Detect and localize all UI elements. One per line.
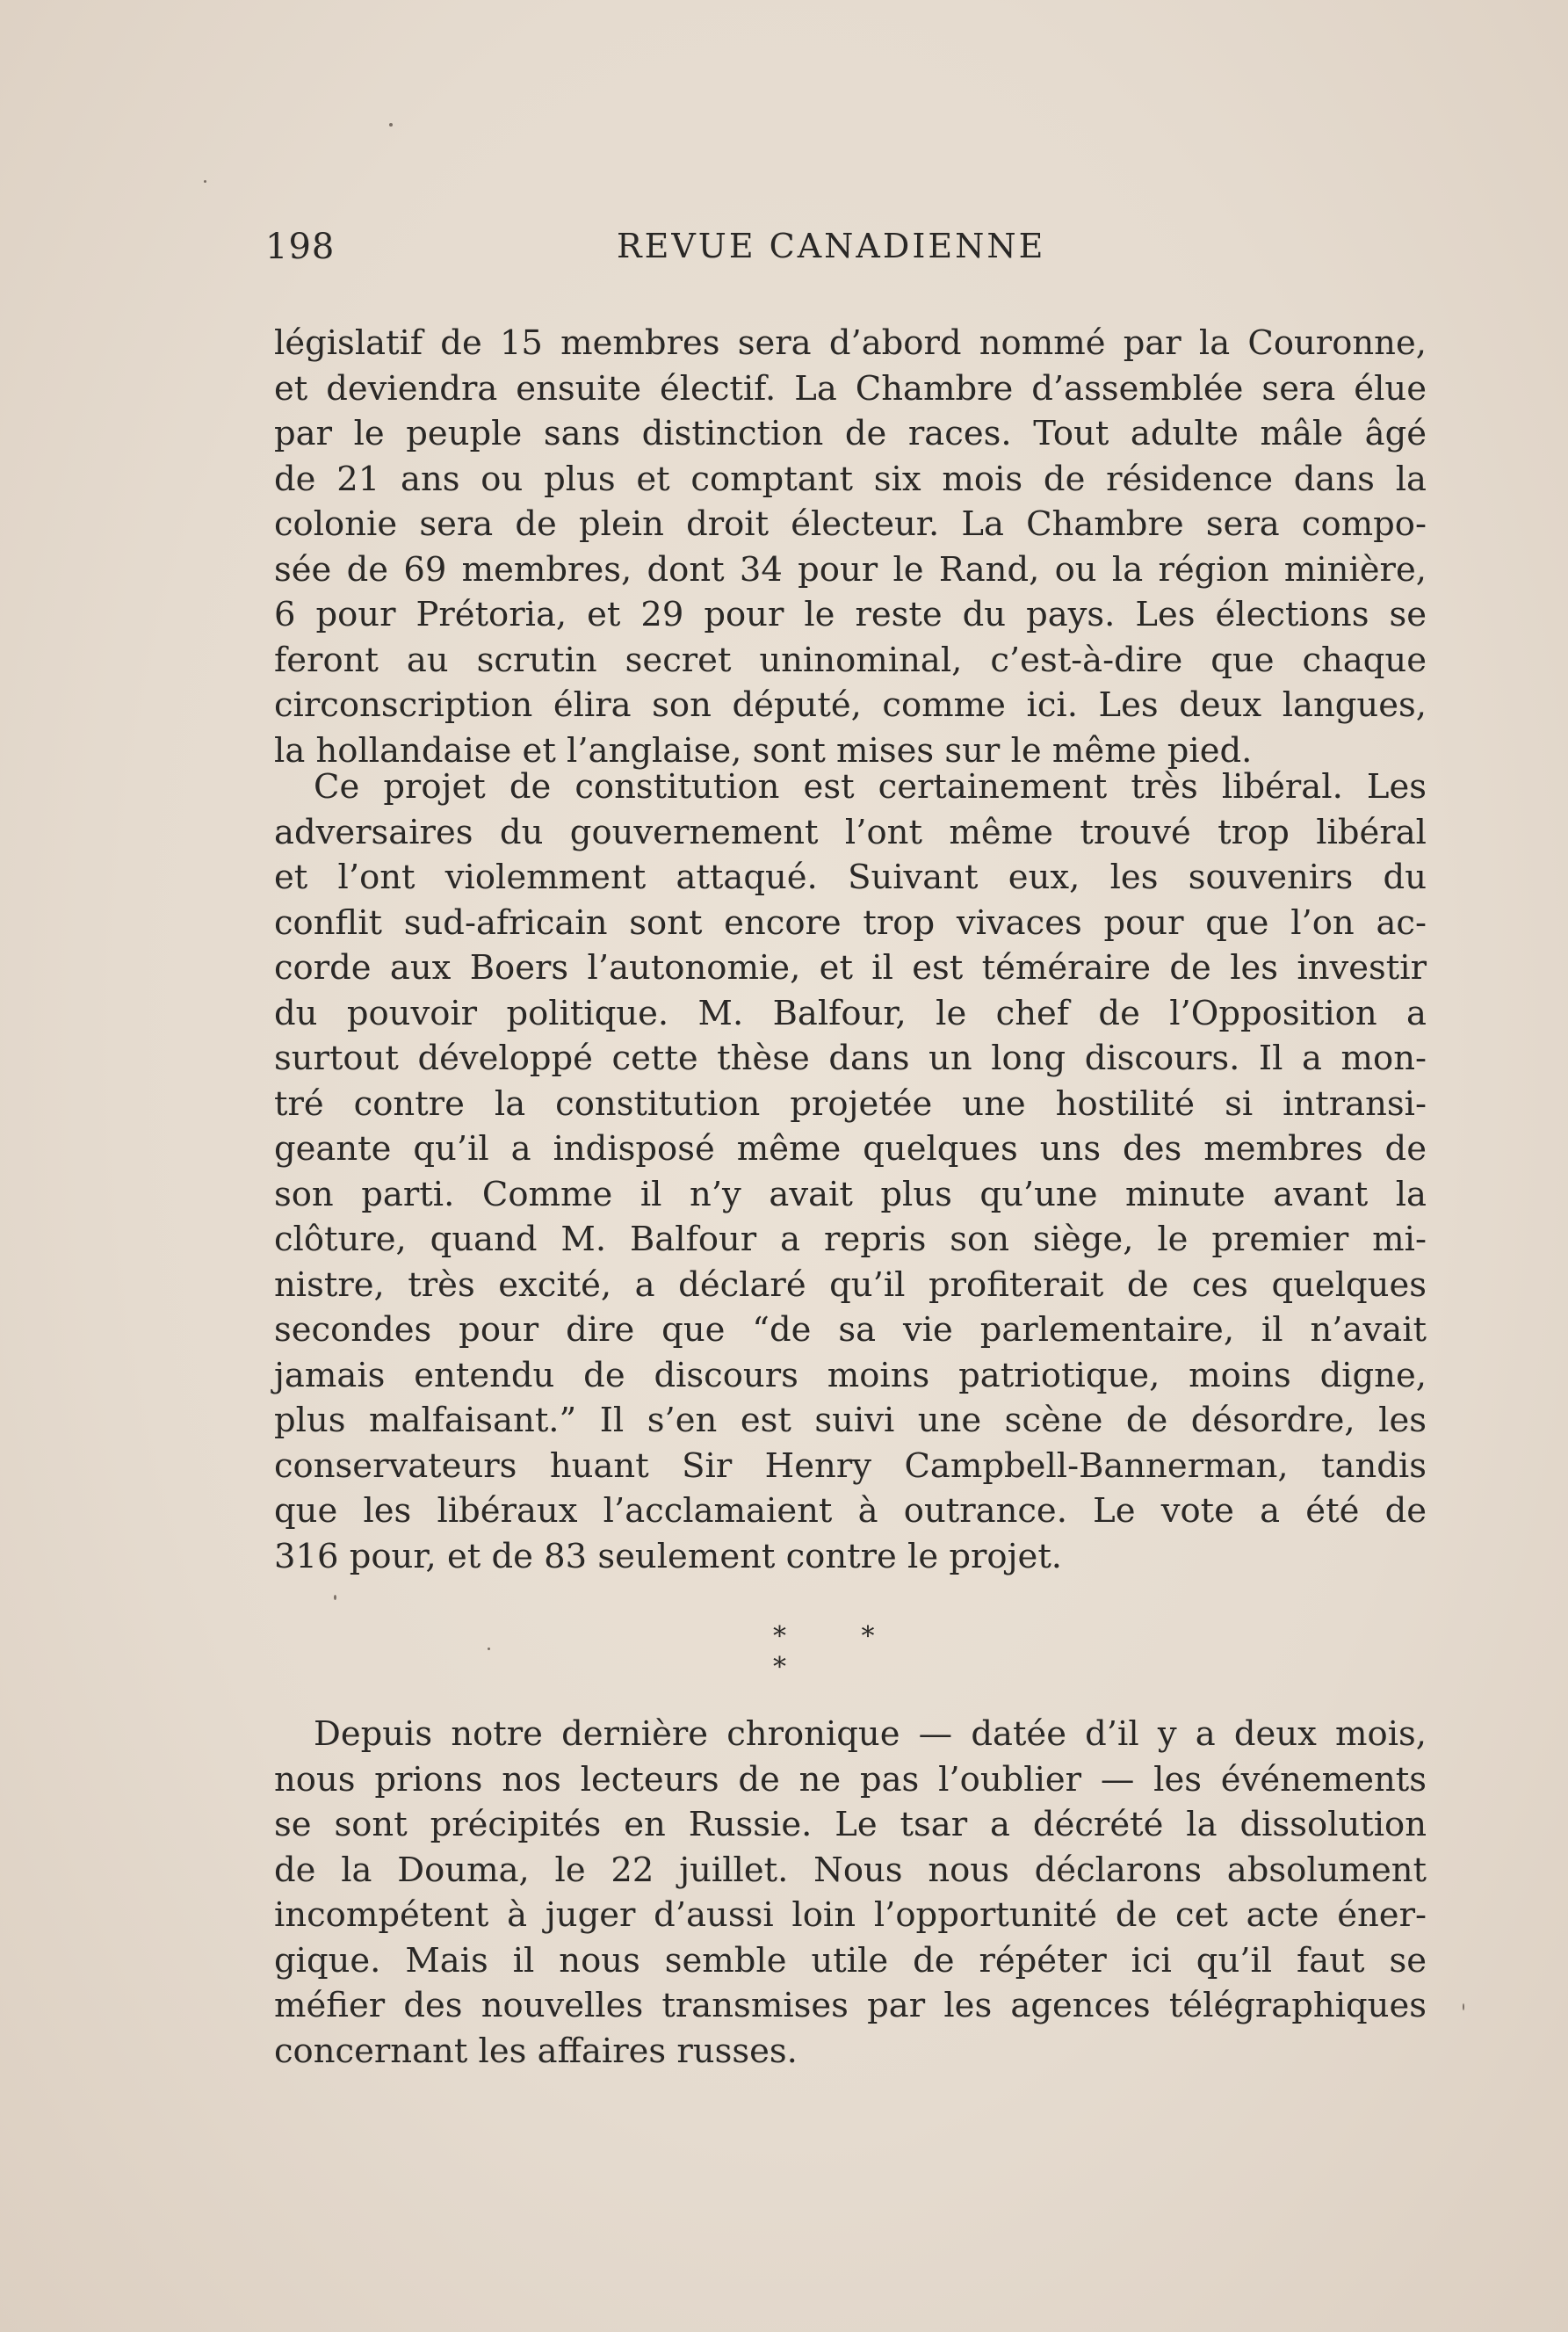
- text-line: tré contre la constitution projetée une hostilité si intransi-: [274, 1083, 1427, 1124]
- text-line: son parti. Comme il n’y avait plus qu’une minute avant la: [274, 1174, 1427, 1214]
- text-line: corde aux Boers l’autonomie, et il est téméraire de les investir: [274, 948, 1427, 988]
- text-line: jamais entendu de discours moins patriotique, moins digne,: [274, 1355, 1427, 1395]
- text-line: surtout développé cette thèse dans un long discours. Il a mon-: [274, 1039, 1427, 1078]
- text-line: la hollandaise et l’anglaise, sont mises sur le même pied.: [274, 730, 1253, 771]
- text-line: clôture, quand M. Balfour a repris son siège, le premier mi-: [274, 1220, 1427, 1259]
- text-line: de la Douma, le 22 juillet. Nous nous déclarons absolument: [274, 1850, 1427, 1890]
- text-line: adversaires du gouvernement l’ont même trouvé trop libéral: [274, 812, 1427, 852]
- text-line: et l’ont violemment attaqué. Suivant eux, les souvenirs du: [274, 858, 1427, 897]
- running-title: REVUE CANADIENNE: [617, 227, 1046, 265]
- text-line: que les libéraux l’acclamaient à outrance. Le vote a été de: [274, 1491, 1427, 1531]
- paragraph-constitution: [274, 764, 1427, 1579]
- text-line: de 21 ans ou plus et comptant six mois de résidence dans la: [274, 459, 1427, 499]
- text-line: feront au scrutin secret uninominal, c’est-à-dire que chaque: [274, 640, 1427, 680]
- paper-speck: [204, 180, 206, 183]
- section-separator: * * *: [773, 1621, 908, 1683]
- text-line: Depuis notre dernière chronique — datée d’il y a deux mois,: [314, 1714, 1427, 1754]
- paragraph-russia: [274, 1712, 1427, 2074]
- page-number: 198: [265, 227, 336, 267]
- text-line: secondes pour dire que “de sa vie parlementaire, il n’avait: [274, 1310, 1427, 1350]
- text-line: gique. Mais il nous semble utile de répéter ici qu’il faut se: [274, 1940, 1427, 1981]
- text-line: Ce projet de constitution est certainement très libéral. Les: [314, 767, 1427, 807]
- text-line: incompétent à juger d’aussi loin l’opportunité de cet acte éner-: [274, 1895, 1427, 1935]
- text-line: du pouvoir politique. M. Balfour, le chef de l’Opposition a: [274, 993, 1427, 1033]
- text-line: législatif de 15 membres sera d’abord nommé par la Couronne,: [274, 323, 1427, 363]
- paper-speck: [334, 1595, 336, 1600]
- text-line: par le peuple sans distinction de races. Tout adulte mâle âgé: [274, 414, 1427, 453]
- text-line: se sont précipités en Russie. Le tsar a décrété la dissolution: [274, 1805, 1427, 1844]
- text-line: nous prions nos lecteurs de ne pas l’oublier — les événements: [274, 1759, 1427, 1800]
- text-line: circonscription élira son député, comme ici. Les deux langues,: [274, 685, 1427, 725]
- text-line: plus malfaisant.” Il s’en est suivi une scène de désordre, les: [274, 1401, 1427, 1440]
- text-line: 316 pour, et de 83 seulement contre le projet.: [274, 1536, 1063, 1576]
- text-line: méfier des nouvelles transmises par les agences télégraphiques: [274, 1986, 1427, 2025]
- text-line: nistre, très excité, a déclaré qu’il profiterait de ces quelques: [274, 1264, 1427, 1305]
- paper-speck: [488, 1648, 490, 1650]
- text-line: concernant les affaires russes.: [274, 2031, 798, 2071]
- text-line: conservateurs huant Sir Henry Campbell-Bannerman, tandis: [274, 1445, 1427, 1486]
- text-line: colonie sera de plein droit électeur. La Chambre sera compo-: [274, 504, 1427, 544]
- text-line: geante qu’il a indisposé même quelques uns des membres de: [274, 1129, 1427, 1169]
- page-header: [265, 227, 1434, 279]
- text-line: 6 pour Prétoria, et 29 pour le reste du pays. Les élections se: [274, 595, 1427, 634]
- text-line: conflit sud-africain sont encore trop vivaces pour que l’on ac-: [274, 902, 1427, 943]
- paragraph-continuation: [274, 321, 1427, 773]
- text-line: et deviendra ensuite électif. La Chambre d’assemblée sera élue: [274, 368, 1427, 409]
- paper-speck: [1463, 2003, 1464, 2010]
- text-line: sée de 69 membres, dont 34 pour le Rand, ou la région minière,: [274, 549, 1427, 590]
- paper-speck: [389, 123, 393, 127]
